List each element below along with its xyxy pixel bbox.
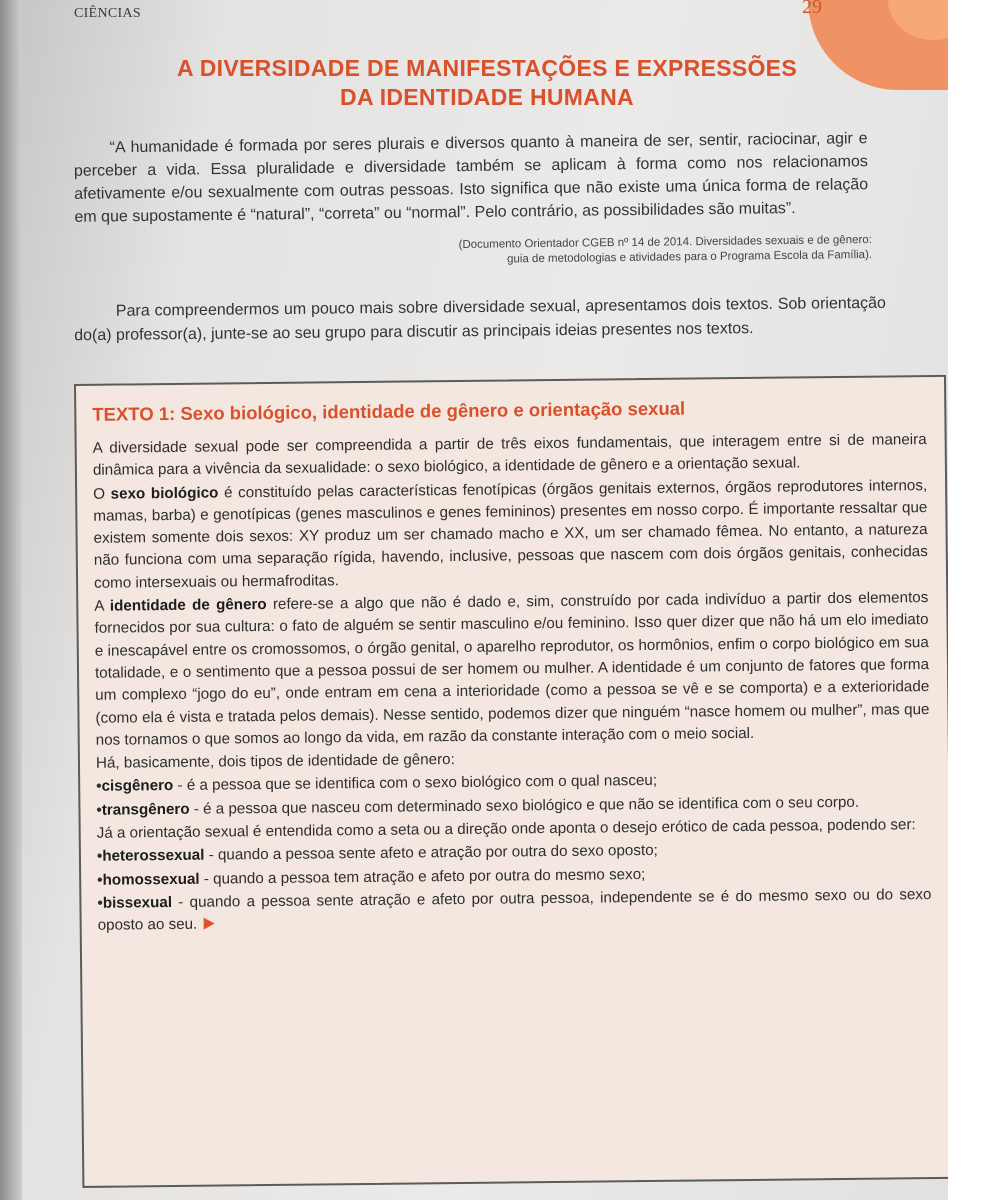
paragraph-gender-identity: A identidade de gênero refere-se a algo que não é dado e, sim, construído por cada indivíduo a partir dos elementos fornecidos por sua cultura: o fato de alguém se sentir masculino e/ou feminino. Isso quer dizer que não há um elo imediato e inescapável entre os cromossomos, o órgão genital, o aparelho reprodutor, os hormônios, enfim o corpo biológico em sua totalidade, e o sentimento que a pessoa possui de ser homem ou mulher. A identidade é um conjunto de fatores que forma um complexo “jogo do eu”, onde entram em cena a interioridade (como a pessoa se vê e se comporta) e a exterioridade (como ela é vista e tratada pelos demais). Nesse sentido, podemos dizer que ninguém “nasce homem ou mulher”, mas que nos tornamos o que somos ao longo da vida, em razão da constante interação com o meio social. (94, 589, 930, 749)
title-line-1: A DIVERSIDADE DE MANIFESTAÇÕES E EXPRESSÕES (177, 55, 797, 81)
box-title: TEXTO 1: Sexo biológico, identidade de gênero e orientação sexual (92, 397, 686, 425)
paragraph-biological-sex: O sexo biológico é constituído pelas características fenotípicas (órgãos genitais externos, órgãos reprodutores internos, mamas, barba) e genotípicas (genes masculinos e genes femininos) presentes em nosso corpo. É importante ressaltar que existem somente dois sexos: XY produz um ser chamado macho e XX, um ser chamado fêmea. No entanto, a natureza não funciona com uma separação rígida, havendo, inclusive, pessoas que nascem com dois órgãos genitais, conhecidas como intersexuais ou hermafroditas. (93, 476, 928, 592)
bullet-homosexual: • homossexual - quando a pessoa tem atração e afeto por outra do mesmo sexo; (97, 861, 931, 892)
term-biological-sex: sexo biológico (110, 484, 219, 503)
paragraph-identity-types: Há, basicamente, dois tipos de identidade de gênero: (95, 751, 455, 772)
source-line-2: guia de metodologias e atividades para o Programa Escola da Família). (507, 248, 873, 266)
bullet-transgender: • transgênero - é a pessoa que nasceu com determinado sexo biológico e que não se identifica com o seu corpo. (96, 791, 930, 822)
source-line-1: (Documento Orientador CGEB nº 14 de 2014. Diversidades sexuais e de gênero: (458, 233, 872, 251)
paragraph-axes: A diversidade sexual pode ser compreendida a partir de três eixos fundamentais, que interagem entre si de maneira dinâmica para a vivência da sexualidade: o sexo biológico, a identidade de gênero e a orientação sexual. (92, 431, 927, 480)
title-line-2: DA IDENTIDADE HUMANA (340, 84, 634, 110)
bullet-heterosexual: • heterossexual - quando a pessoa sente afeto e atração por outra do sexo oposto; (97, 837, 931, 868)
quote-source (372, 233, 872, 269)
epigraph-quote: “A humanidade é formada por seres plurais e diversos quanto à maneira de ser, sentir, raciocinar, agir e perceber a vida. Essa pluralidade e diversidade também se aplicam à forma como nos relacionamos afetivamente e/ou sexualmente com outras pessoas. Isto significa que não existe uma única forma de relação em que supostamente é “natural”, “correta” ou “normal”. Pelo contrário, as possibilidades são muitas”. (73, 130, 869, 226)
margin-strip (948, 0, 988, 1200)
text-1-box (74, 375, 948, 1188)
subject-header: CIÊNCIAS (74, 6, 141, 21)
box-body (93, 429, 932, 938)
bullet-cisgender: • cisgênero - é a pessoa que se identifica com o sexo biológico com o qual nasceu; (96, 768, 930, 799)
book-spine (0, 0, 22, 1200)
intro-paragraph: Para compreendermos um pouco mais sobre diversidade sexual, apresentamos dois textos. Sob orientação do(a) professor(a), junte-se ao seu grupo para discutir as principais ideias presentes nos textos. (74, 294, 886, 345)
term-gender-identity: identidade de gênero (109, 596, 267, 615)
paragraph-orientation: Já a orientação sexual é entendida como a seta ou a direção onde aponta o desejo erótico de cada pessoa, podendo ser: (96, 816, 916, 842)
book-page (22, 0, 948, 1200)
page-title (82, 54, 892, 112)
page-number: 29 (802, 0, 822, 18)
continue-arrow-icon (203, 918, 214, 930)
bullet-bisexual: • bissexual - quando a pessoa sente atração e afeto por outra pessoa, independente se é do mesmo sexo ou do sexo oposto ao seu. (97, 884, 931, 937)
